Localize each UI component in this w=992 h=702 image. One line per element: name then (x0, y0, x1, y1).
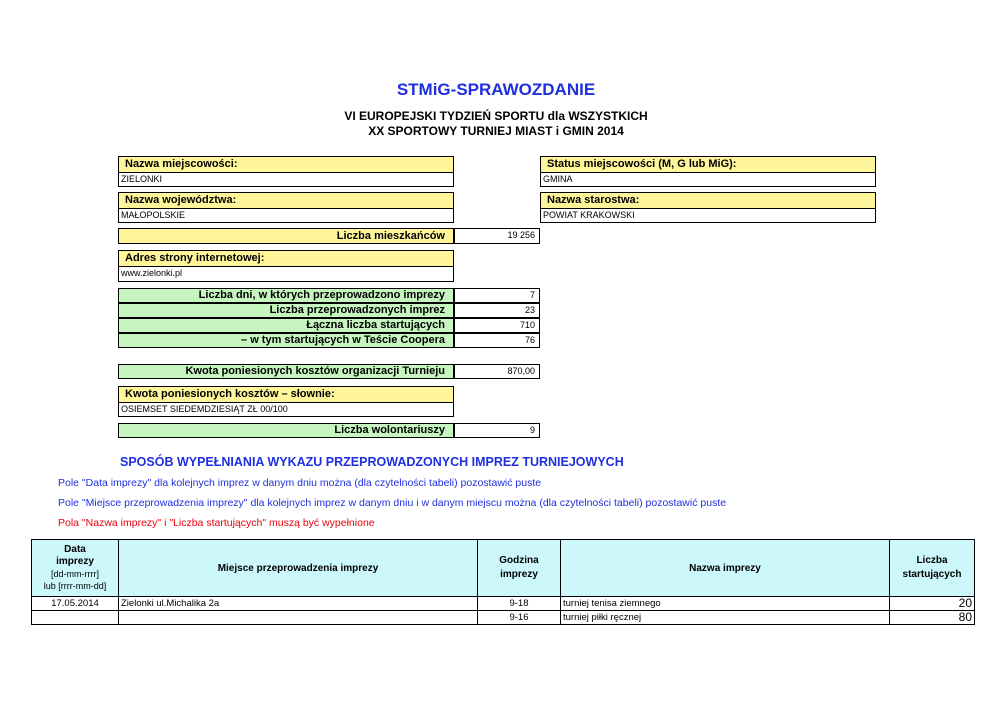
status-label: Status miejscowości (M, G lub MiG): (540, 156, 876, 173)
row-name-cell[interactable]: turniej piłki ręcznej (561, 611, 890, 625)
date-header-line1: Data (64, 544, 86, 555)
status-field[interactable]: GMINA (540, 173, 876, 187)
row-date-cell[interactable] (32, 611, 119, 625)
table-row (32, 611, 975, 625)
date-header-line3: [dd-mm-rrrr] (51, 569, 99, 579)
cost-label: Kwota poniesionych kosztów organizacji Turnieju (118, 364, 454, 379)
report-title: STMiG-SPRAWOZDANIE (396, 80, 596, 99)
cost-words-label: Kwota poniesionych kosztów – słownie: (118, 386, 454, 403)
volunteers-field[interactable]: 9 (454, 423, 540, 438)
events-table (31, 539, 975, 625)
row-count-cell[interactable]: 20 (890, 597, 975, 611)
volunteers-label: Liczba wolontariuszy (118, 423, 454, 438)
county-field[interactable]: POWIAT KRAKOWSKI (540, 209, 876, 223)
report-subtitle-2: XX SPORTOWY TURNIEJ MIAST i GMIN 2014 (368, 124, 624, 138)
date-header (32, 540, 119, 597)
voivodeship-label: Nazwa województwa: (118, 192, 454, 209)
cooper-field[interactable]: 76 (454, 333, 540, 348)
row-date-cell[interactable]: 17.05.2014 (32, 597, 119, 611)
row-place-cell[interactable]: Zielonki ul.Michalika 2a (119, 597, 478, 611)
count-header (890, 540, 975, 597)
voivodeship-field[interactable]: MAŁOPOLSKIE (118, 209, 454, 223)
place-field[interactable]: ZIELONKI (118, 173, 454, 187)
county-label: Nazwa starostwa: (540, 192, 876, 209)
participants-field[interactable]: 710 (454, 318, 540, 333)
count-header-line2: startujących (902, 569, 962, 580)
name-header: Nazwa imprezy (561, 540, 890, 597)
date-header-line4: lub [rrrr-mm-dd] (43, 581, 107, 591)
report-subtitle-1: VI EUROPEJSKI TYDZIEŃ SPORTU dla WSZYSTKICH (344, 109, 648, 123)
days-field[interactable]: 7 (454, 288, 540, 303)
date-header-line2: imprezy (56, 556, 94, 567)
inhabitants-label: Liczba mieszkańców (118, 228, 454, 244)
table-row (32, 597, 975, 611)
count-header-line1: Liczba (916, 555, 948, 566)
days-label: Liczba dni, w których przeprowadzono imprezy (118, 288, 454, 303)
instruction-note-required: Pola "Nazwa imprezy" i "Liczba startujących" muszą być wypełnione (58, 517, 375, 529)
row-place-cell[interactable] (119, 611, 478, 625)
website-label: Adres strony internetowej: (118, 250, 454, 267)
instruction-note-place: Pole "Miejsce przeprowadzenia imprezy" dla kolejnych imprez w danym dniu i w danym miejscu można (dla czytelności tabeli) pozostawić puste (58, 497, 727, 509)
instruction-note-date: Pole "Data imprezy" dla kolejnych imprez w danym dniu można (dla czytelności tabeli) pozostawić puste (58, 477, 542, 489)
cost-words-field[interactable]: OSIEMSET SIEDEMDZIESIĄT ZŁ 00/100 (118, 403, 454, 417)
events-field[interactable]: 23 (454, 303, 540, 318)
cost-field[interactable]: 870,00 (454, 364, 540, 379)
row-count-cell[interactable]: 80 (890, 611, 975, 625)
row-name-cell[interactable]: turniej tenisa ziemnego (561, 597, 890, 611)
cooper-label: – w tym startujących w Teście Coopera (118, 333, 454, 348)
instructions-heading: SPOSÓB WYPEŁNIANIA WYKAZU PRZEPROWADZONYCH IMPREZ TURNIEJOWYCH (120, 455, 624, 469)
row-hour-cell[interactable]: 9-16 (478, 611, 561, 625)
hour-header (478, 540, 561, 597)
place-header: Miejsce przeprowadzenia imprezy (119, 540, 478, 597)
events-label: Liczba przeprowadzonych imprez (118, 303, 454, 318)
participants-label: Łączna liczba startujących (118, 318, 454, 333)
website-field[interactable]: www.zielonki.pl (118, 267, 454, 282)
row-hour-cell[interactable]: 9-18 (478, 597, 561, 611)
hour-header-line1: Godzina (499, 555, 539, 566)
hour-header-line2: imprezy (500, 569, 538, 580)
place-label: Nazwa miejscowości: (118, 156, 454, 173)
table-header-row (32, 540, 975, 597)
inhabitants-field[interactable]: 19 256 (454, 228, 540, 244)
